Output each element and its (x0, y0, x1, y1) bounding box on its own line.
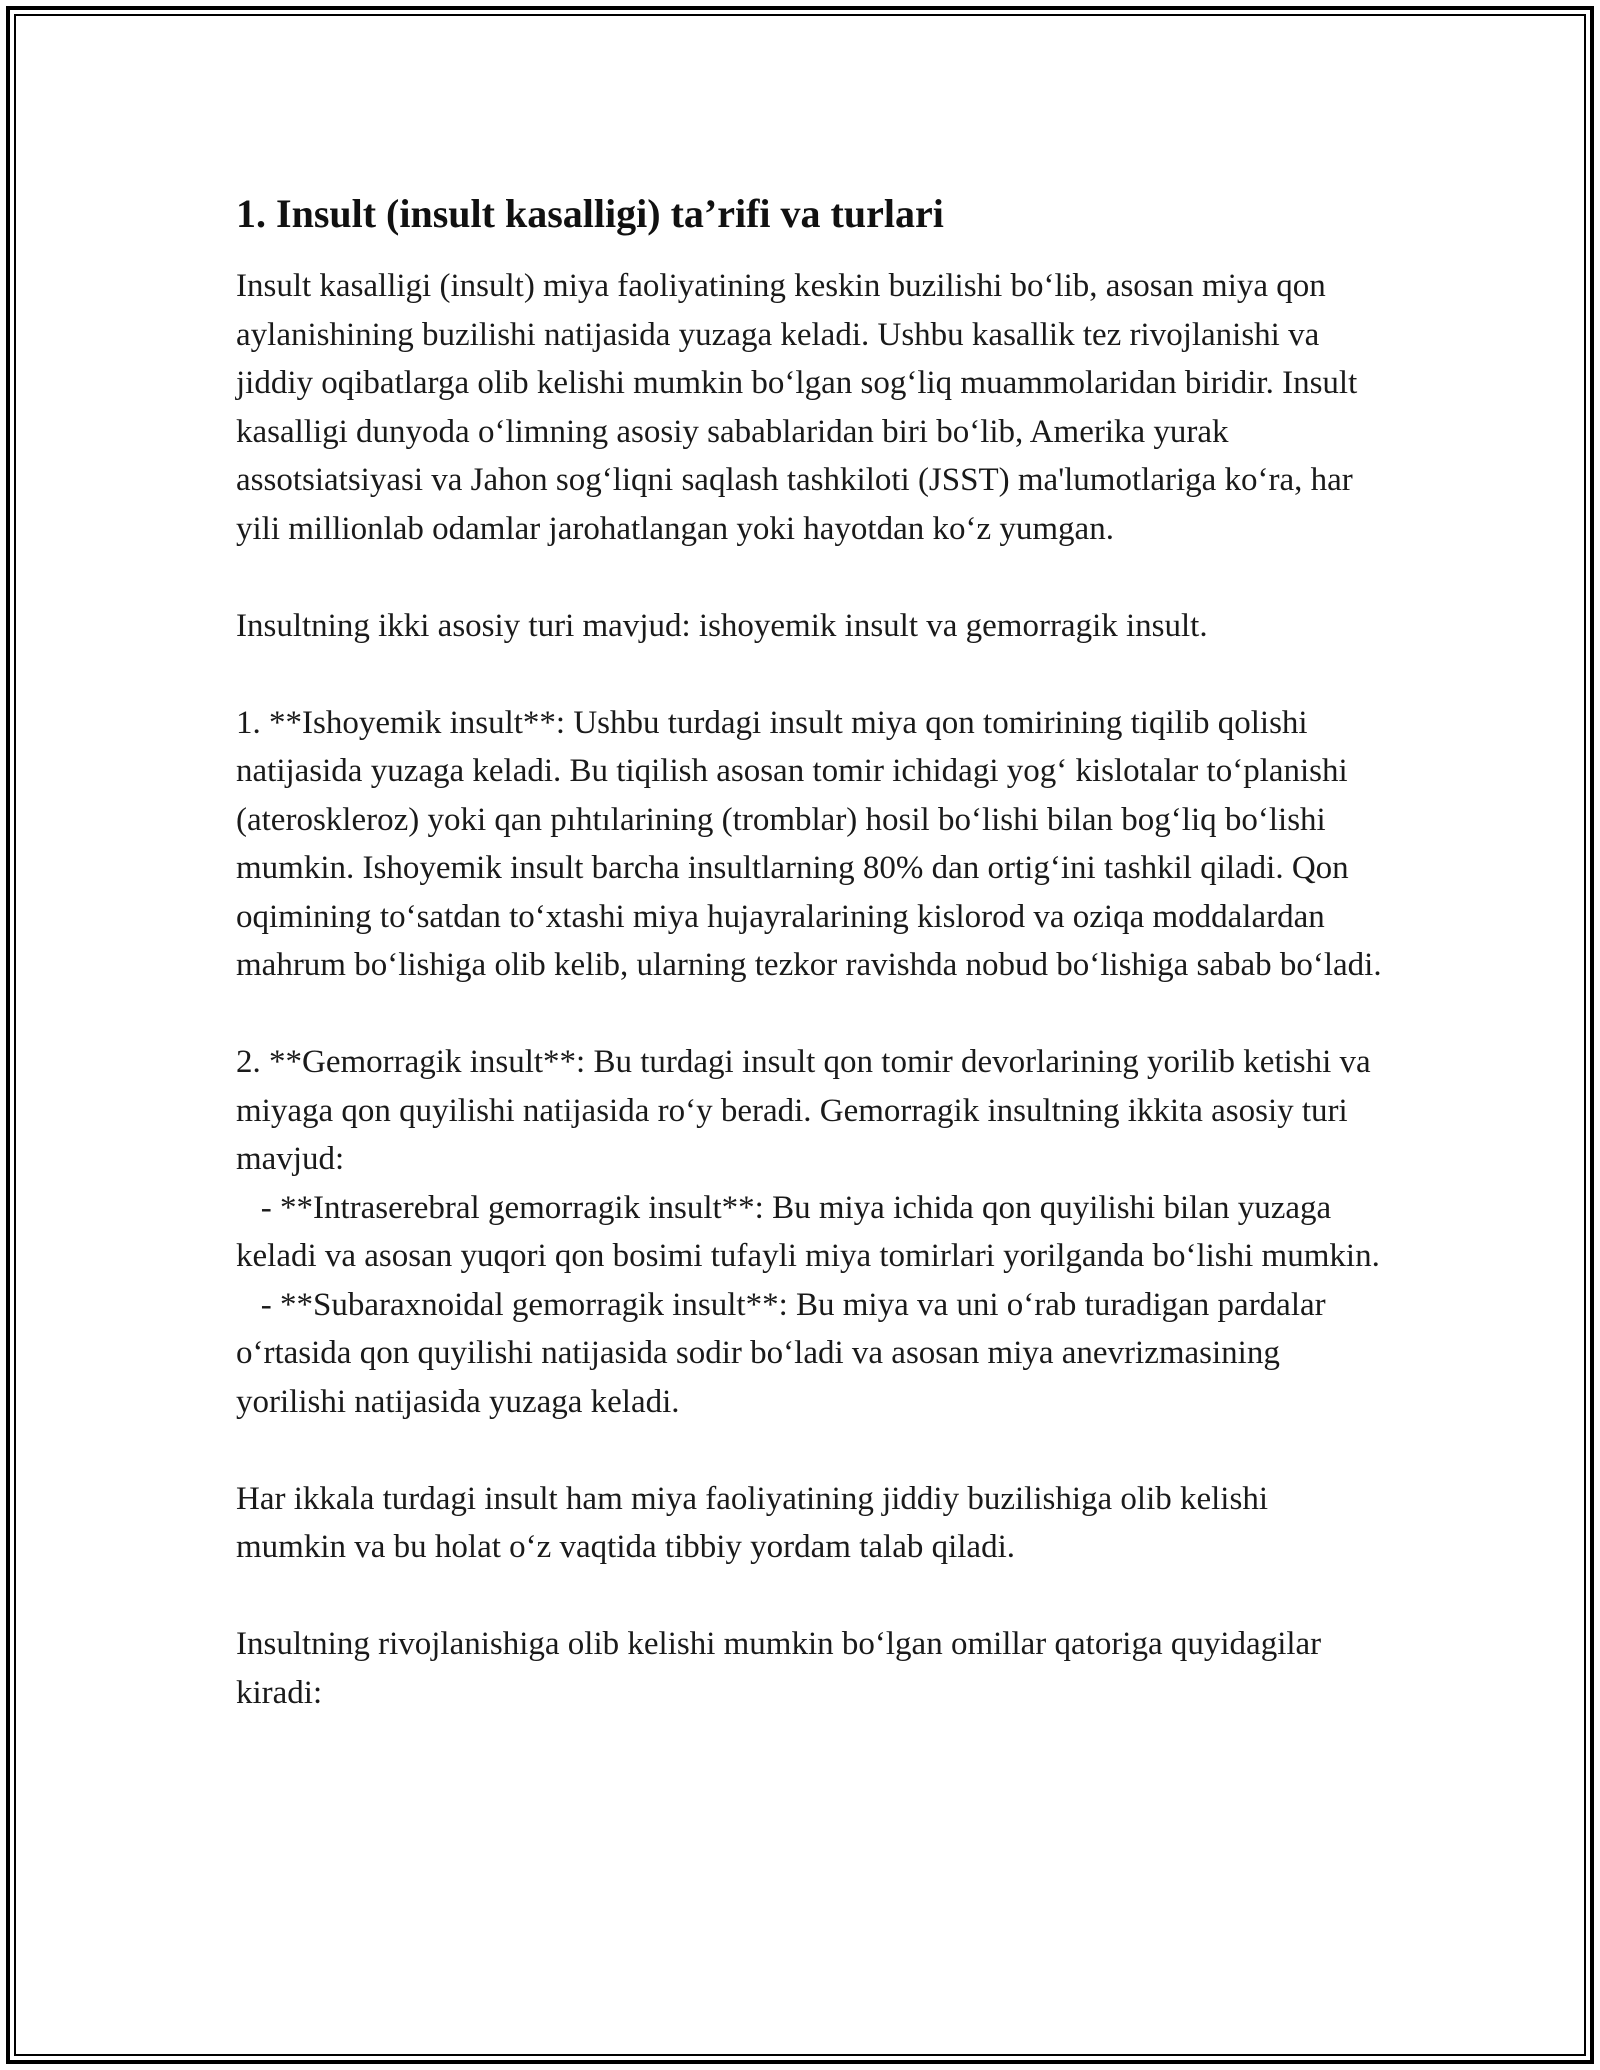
intro-paragraph: Insult kasalligi (insult) miya faoliyatining keskin buzilishi bo‘lib, asosan miya qon aylanishining buzilishi natijasida yuzaga keladi. Ushbu kasallik tez rivojlanishi va jiddiy oqibatlarga olib kelishi mumkin bo‘lgan sog‘liq muammolaridan biridir. Insult kasalligi dunyoda o‘limning asosiy sabablaridan biri bo‘lib, Amerika yurak assotsiatsiyasi va Jahon sog‘liqni saqlash tashkiloti (JSST) ma'lumotlariga ko‘ra, har yili millionlab odamlar jarohatlangan yoki hayotdan ko‘z yumgan. (236, 268, 1366, 547)
ischemic-stroke-paragraph: 1. **Ishoyemik insult**: Ushbu turdagi insult miya qon tomirining tiqilib qolishi natijasida yuzaga keladi. Bu tiqilish asosan tomir ichidagi yog‘ kislotalar to‘planishi (ateroskleroz) yoki qan pıhtılarining (tromblar) hosil bo‘lishi bilan bog‘liq bo‘lishi mumkin. Ishoyemik insult barcha insultlarning 80% dan ortig‘ini tashkil qiladi. Qon oqimining to‘satdan to‘xtashi miya hujayralarining kislorod va oziqa moddalardan mahrum bo‘lishiga olib kelib, ularning tezkor ravishda nobud bo‘lishiga sabab bo‘ladi. (236, 704, 1382, 983)
document-body (236, 188, 1386, 1766)
types-summary-paragraph: Insultning ikki asosiy turi mavjud: ishoyemik insult va gemorragik insult. (236, 607, 1208, 644)
risk-factors-intro-paragraph: Insultning rivojlanishiga olib kelishi mumkin bo‘lgan omillar qatoriga quyidagilar kiradi: (236, 1626, 1330, 1711)
intracerebral-subitem: - **Intraserebral gemorragik insult**: Bu miya ichida qon quyilishi bilan yuzaga keladi va asosan yuqori qon bosimi tufayli miya tomirlari yorilganda bo‘lishi mumkin. (236, 1189, 1380, 1274)
section-heading: 1. Insult (insult kasalligi) ta’rifi va turlari (236, 191, 944, 236)
hemorrhagic-stroke-paragraph: 2. **Gemorragik insult**: Bu turdagi insult qon tomir devorlarining yorilib ketishi va miyaga qon quyilishi natijasida ro‘y beradi. Gemorragik insultning ikkita asosiy turi mavjud: (236, 1044, 1379, 1177)
closing-paragraph: Har ikkala turdagi insult ham miya faoliyatining jiddiy buzilishiga olib kelishi mumkin va bu holat o‘z vaqtida tibbiy yordam talab qiladi. (236, 1480, 1277, 1565)
subarachnoid-subitem: - **Subaraxnoidal gemorragik insult**: Bu miya va uni o‘rab turadigan pardalar o‘rtasida qon quyilishi natijasida sodir bo‘ladi va asosan miya anevrizmasining yorilishi natijasida yuzaga keladi. (236, 1286, 1334, 1420)
